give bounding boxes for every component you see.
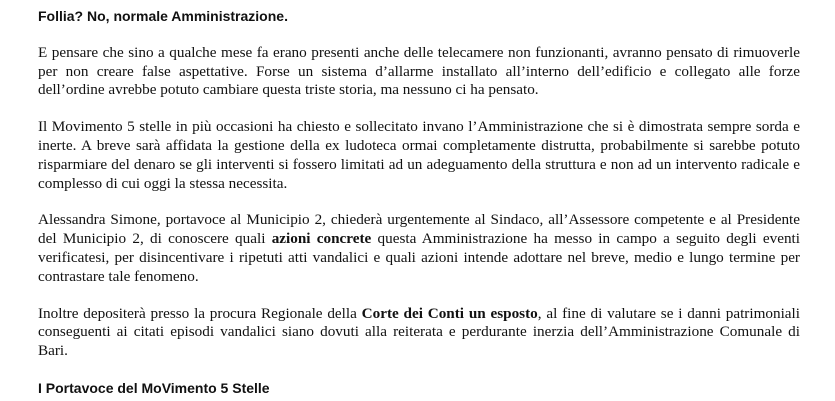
paragraph-telecamere [38,44,800,100]
emphasis-azioni-concrete: azioni concrete [271,230,372,248]
paragraph-text: Alessandra Simone, portavoce al Municipio 2, chiederà urgentemente al Sindaco, all’Assessore competente e al Presidente del Municipio 2, di conoscere quali [38,211,800,248]
paragraph-movimento [38,118,800,193]
paragraph-text: , al fine di valutare se i danni patrimoniali conseguenti ai citati episodi vandalici siano dovuti alla reiterata e perdurante inerzia dell’Amministrazione Comunale di Bari. [38,304,800,360]
paragraph-text: Inoltre depositerà presso la procura Regionale della [38,304,362,322]
paragraph-text: Il Movimento 5 stelle in più occasioni ha chiesto e sollecitato invano l’Amministrazione che si è dimostrata sempre sorda e inerte. A breve sarà affidata la gestione della ex ludoteca ormai completamente distrutta, probabilmente si sarebbe potuto risparmiare del denaro se gli interventi si fossero limitati ad un adeguamento della struttura e non ad un intervento radicale e complesso di cui oggi la stessa necessita. [38,118,800,192]
paragraph-corte-dei-conti [38,305,800,361]
paragraph-alessandra-simone [38,211,800,286]
paragraph-text: questa Amministrazione ha messo in campo a seguito degli eventi verificatesi, per disincentivare i ripetuti atti vandalici e quali azioni intende adottare nel breve, medio e lungo termine per contrastare tale fenomeno. [38,230,801,285]
document-title: Follia? No, normale Amministrazione. [38,8,288,24]
signature: I Portavoce del MoVimento 5 Stelle [38,379,270,396]
paragraph-text: E pensare che sino a qualche mese fa erano presenti anche delle telecamere non funzionanti, avranno pensato di rimuoverle per non creare false aspettative. Forse un sistema d’allarme installato all’interno dell’edificio e collegato alle forze dell’ordine avrebbe potuto cambiare questa triste storia, ma nessuno ci ha pensato. [38,43,800,99]
document-body [38,7,800,398]
emphasis-corte-dei-conti: Corte dei Conti un esposto [361,304,538,322]
